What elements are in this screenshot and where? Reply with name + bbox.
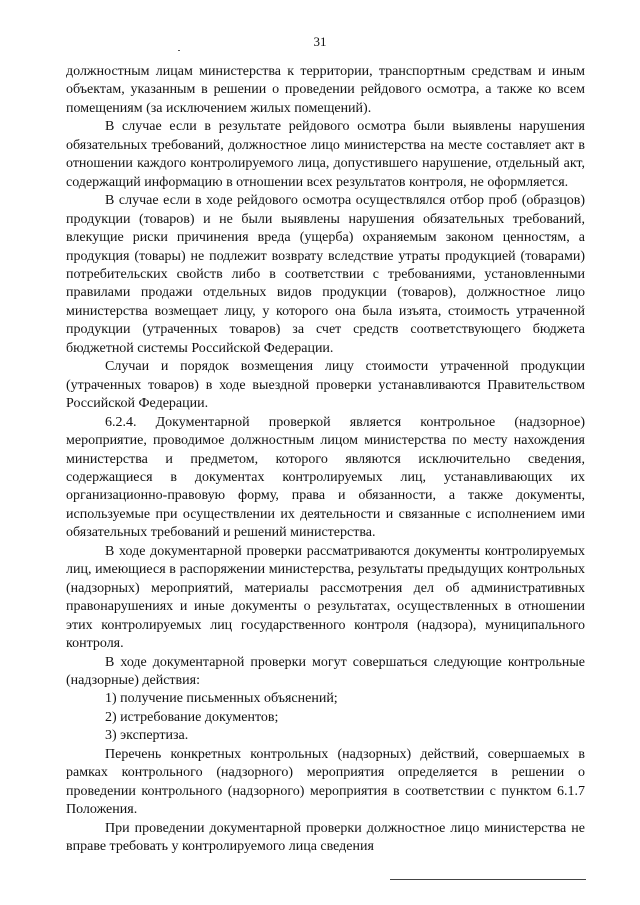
paragraph-restrictions: При проведении документарной проверки должностное лицо министерства не вправе требовать у контролируемого лица сведения [66,820,585,855]
paragraph-control-actions-intro: В ходе документарной проверки могут совершаться следующие контрольные (надзорные) действия: [66,654,585,688]
paragraph-sample-compensation: В случае если в ходе рейдового осмотра осуществлялся отбор проб (образцов) продукции (товаров) и не были выявлены нарушения обязательных требований, влекущие риски причинения вреда (ущерба) охраняемым законом ценностям, а продукция (товары) не подлежит возврату вследствие утраты продукцией (товарами) потребительских свойств либо в соответствии с требованиями, установленными правилами продажи отдельных видов продукции (товаров), должностное лицо министерства возмещает лицу, у которого она была изъята, стоимость утраченной продукции (утраченных товаров) за счет средств соответствующего бюджета бюджетной системы Российской Федерации. [66,193,585,356]
scan-speck [178,50,180,51]
page-number: 31 [313,34,327,49]
document-body [66,63,585,856]
paragraph-documents-reviewed: В ходе документарной проверки рассматриваются документы контролируемых лиц, имеющиеся в распоряжении министерства, результаты предыдущих контрольных (надзорных) мероприятий, материалы рассмотрения дел об административных правонарушениях и иные документы о результатах, осуществленных в отношении этих контролируемых лиц государственного контроля (надзора), муниципального контроля. [66,543,585,652]
list-item-expertise: 3) экспертиза. [105,728,189,744]
paragraph-documentary-inspection: 6.2.4. Документарной проверкой является контрольное (надзорное) мероприятие, проводимое должностным лицом министерства по месту нахождения министерства и предметом, которого являются исключительно сведения, содержащиеся в документах контролируемых лиц, устанавливающих их организационно-правовую форму, права и обязанности, а также документы, используемые при осуществлении их деятельности и связанные с исполнением ими обязательных требований и решений министерства. [66,414,585,541]
paragraph-actions-list-definition: Перечень конкретных контрольных (надзорных) действий, совершаемых в рамках контрольного (надзорного) мероприятия определяется в решении о проведении контрольного (надзорного) мероприятия в соответствии с пунктом 6.1.7 Положения. [66,746,585,818]
paragraph-continuation: должностным лицам министерства к территории, транспортным средствам и иным объектам, указанным в решении о проведении рейдового осмотра, а также ко всем помещениям (за исключением жилых помещений). [66,64,585,116]
paragraph-compensation-procedure: Случаи и порядок возмещения лицу стоимости утраченной продукции (утраченных товаров) в ходе выездной проверки устанавливаются Правительством Российской Федерации. [66,359,585,412]
list-item-explanations: 1) получение письменных объяснений; [105,691,338,707]
list-item-documents-request: 2) истребование документов; [105,709,279,725]
footer-rule [390,879,586,880]
paragraph-violations-act: В случае если в результате рейдового осмотра были выявлены нарушения обязательных требований, должностное лицо министерства на месте составляет акт в отношении каждого контролируемого лица, допустившего нарушение, отдельный акт, содержащий информацию в отношении всех результатов контроля, не оформляется. [66,119,585,190]
